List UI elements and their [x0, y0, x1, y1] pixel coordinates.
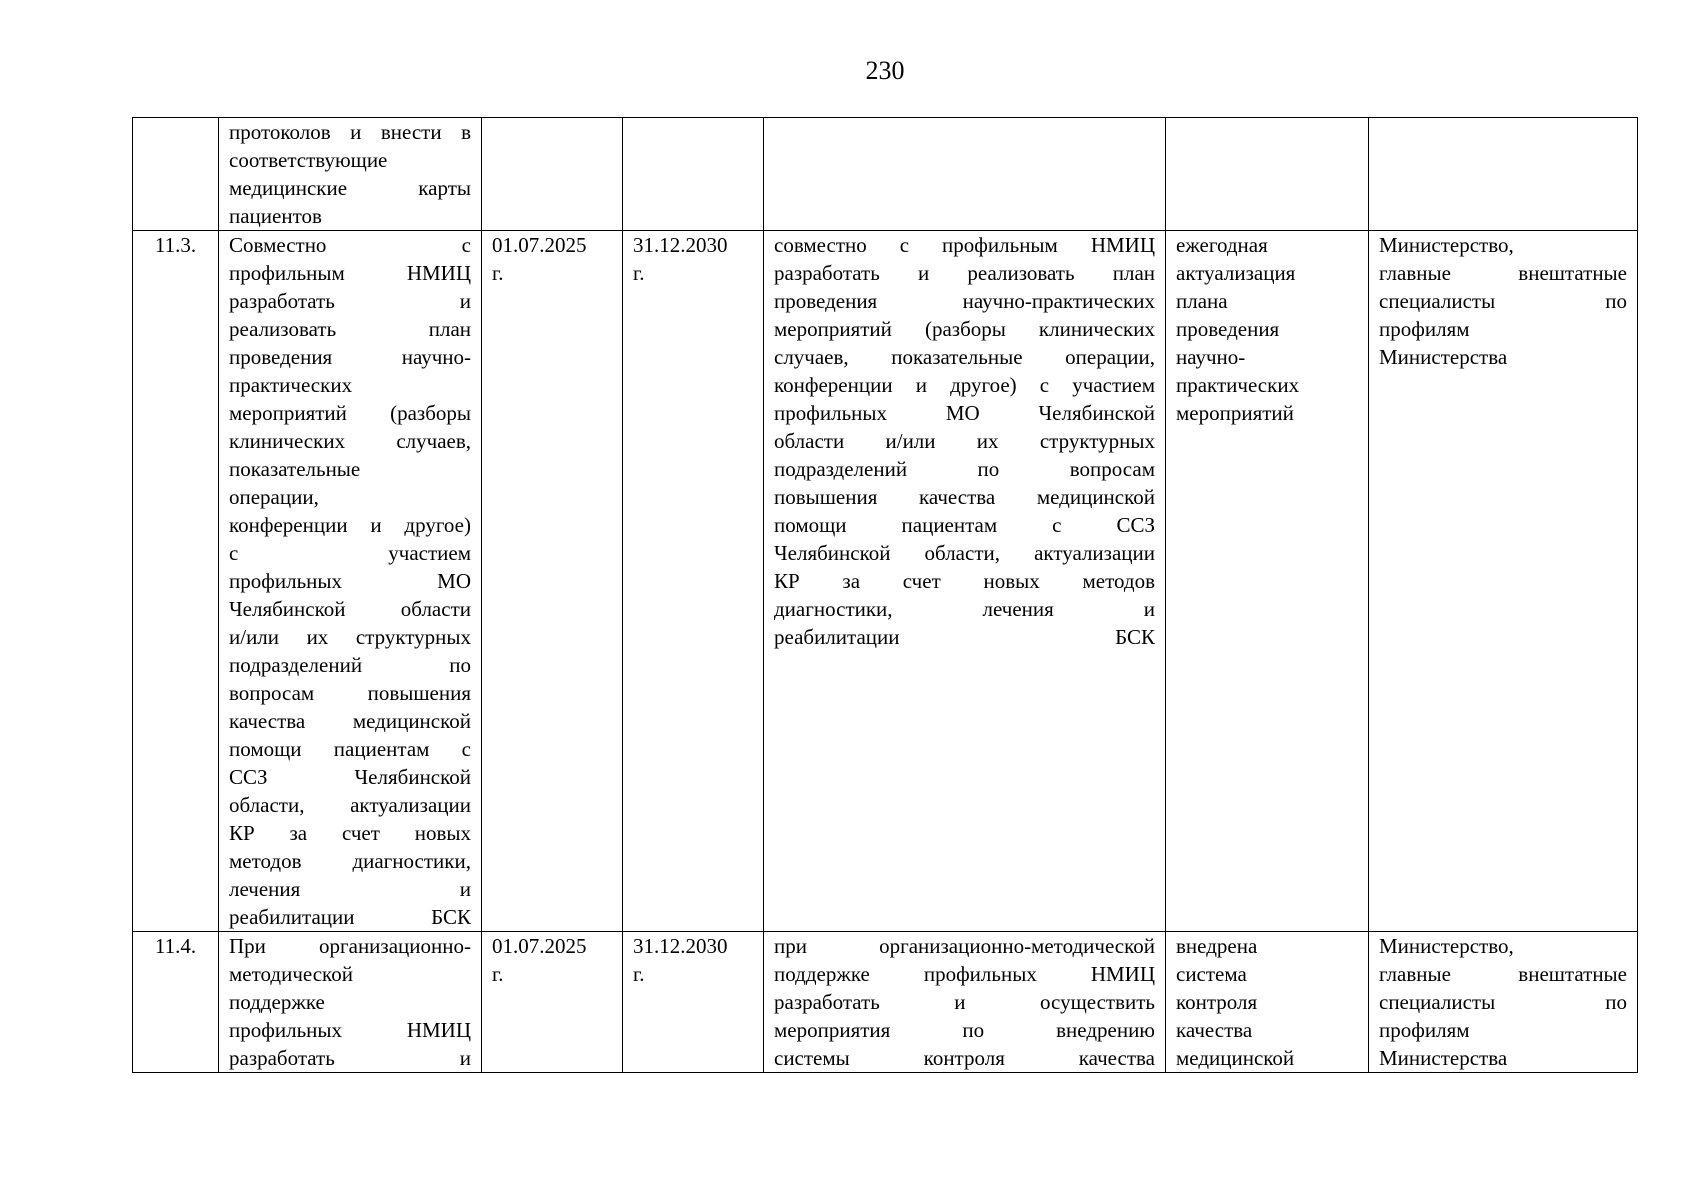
cell-text-line: Челябинской области, актуализации [774, 541, 1155, 565]
cell-text-line: с участием [229, 541, 471, 565]
cell-text-line: 31.12.2030 [633, 233, 728, 257]
cell-text-line: профильным НМИЦ [229, 261, 471, 285]
cell-text-line: пациентов [229, 204, 322, 228]
end-date-cell [623, 231, 764, 932]
event-cell [219, 118, 482, 231]
cell-text-line: при организационно-методической [774, 934, 1155, 958]
cell-text-line: профильных МО [229, 569, 471, 593]
cell-text-line: проведения научно- [229, 345, 471, 369]
cell-text-line: Министерства [1379, 1046, 1508, 1070]
cell-text-line: 31.12.2030 [633, 934, 728, 958]
cell-text-line: области, актуализации [229, 793, 471, 817]
cell-text-line: поддержке профильных НМИЦ [774, 962, 1155, 986]
cell-text-line: мероприятий (разборы клинических [774, 317, 1155, 341]
cell-text-line: разработать и осуществить [774, 990, 1155, 1014]
event-cell [219, 231, 482, 932]
cell-text-line: система [1176, 962, 1247, 986]
action-plan-table [132, 117, 1638, 1073]
cell-text-line: г. [492, 261, 504, 285]
cell-text-line: 01.07.2025 [492, 233, 587, 257]
start-date-cell [482, 118, 623, 231]
event-cell [219, 932, 482, 1073]
cell-text-line: операции, [229, 485, 319, 509]
cell-text-line: специалисты по [1379, 990, 1627, 1014]
cell-text-line: г. [492, 962, 504, 986]
cell-text-line: реабилитации БСК [774, 625, 1155, 649]
cell-text-line: и/или их структурных [229, 625, 471, 649]
cell-text-line: КР за счет новых [229, 821, 471, 845]
cell-text-line: г. [633, 962, 645, 986]
cell-text-line: Министерство, [1379, 233, 1514, 257]
cell-text-line: реализовать план [229, 317, 471, 341]
cell-text-line: актуализация [1176, 261, 1296, 285]
cell-text-line: клинических случаев, [229, 429, 471, 453]
cell-text-line: помощи пациентам с [229, 737, 471, 761]
responsible-cell [1369, 932, 1638, 1073]
cell-text-line: главные внештатные [1379, 261, 1627, 285]
cell-text-line: профилям [1379, 317, 1470, 341]
cell-text-line: системы контроля качества [774, 1046, 1155, 1070]
cell-text-line: медицинские карты [229, 176, 471, 200]
cell-text-line: показательные [229, 457, 361, 481]
cell-text-line: ССЗ Челябинской [229, 765, 471, 789]
cell-text-line: совместно с профильным НМИЦ [774, 233, 1155, 257]
cell-text-line: проведения [1176, 317, 1280, 341]
cell-text: 11.4. [154, 934, 197, 958]
description-cell [764, 231, 1166, 932]
cell-text-line: области и/или их структурных [774, 429, 1155, 453]
cell-text-line: мероприятий [1176, 401, 1294, 425]
cell-text-line: проведения научно-практических [774, 289, 1155, 313]
page-number: 230 [865, 56, 905, 85]
cell-text-line: помощи пациентам с ССЗ [774, 513, 1155, 537]
cell-text-line: методической [229, 962, 353, 986]
cell-text-line: ежегодная [1176, 233, 1268, 257]
cell-text-line: подразделений по вопросам [774, 457, 1155, 481]
cell-text-line: реабилитации БСК [229, 905, 471, 929]
description-cell [764, 118, 1166, 231]
cell-text-line: вопросам повышения [229, 681, 471, 705]
item-number-cell [133, 231, 219, 932]
cell-text-line: научно- [1176, 345, 1246, 369]
cell-text-line: Министерства [1379, 345, 1508, 369]
cell-text-line: КР за счет новых методов [774, 569, 1155, 593]
cell-text-line: г. [633, 261, 645, 285]
cell-text-line: профильных НМИЦ [229, 1018, 471, 1042]
item-number-cell [133, 932, 219, 1073]
cell-text-line: разработать и [229, 1046, 471, 1070]
cell-text-line: главные внештатные [1379, 962, 1627, 986]
cell-text-line: качества [1176, 1018, 1253, 1042]
cell-text-line: методов диагностики, [229, 849, 471, 873]
cell-text-line: протоколов и внести в [229, 120, 471, 144]
responsible-cell [1369, 231, 1638, 932]
cell-text-line: контроля [1176, 990, 1258, 1014]
cell-text-line: Челябинской области [229, 597, 471, 621]
cell-text: 11.3. [154, 233, 197, 257]
indicator-cell [1166, 118, 1369, 231]
cell-text-line: соответствующие [229, 148, 388, 172]
start-date-cell [482, 231, 623, 932]
cell-text-line: поддержке [229, 990, 325, 1014]
table-row [133, 932, 1638, 1073]
table-row [133, 231, 1638, 932]
cell-text-line: мероприятий (разборы [229, 401, 471, 425]
cell-text-line: случаев, показательные операции, [774, 345, 1155, 369]
cell-text-line: качества медицинской [229, 709, 471, 733]
cell-text-line: разработать и реализовать план [774, 261, 1155, 285]
cell-text-line: диагностики, лечения и [774, 597, 1155, 621]
end-date-cell [623, 932, 764, 1073]
cell-text-line: профильных МО Челябинской [774, 401, 1155, 425]
responsible-cell [1369, 118, 1638, 231]
indicator-cell [1166, 231, 1369, 932]
cell-text-line: профилям [1379, 1018, 1470, 1042]
cell-text-line: плана [1176, 289, 1228, 313]
cell-text-line: разработать и [229, 289, 471, 313]
cell-text-line: подразделений по [229, 653, 471, 677]
cell-text-line: практических [1176, 373, 1300, 397]
cell-text-line: повышения качества медицинской [774, 485, 1155, 509]
cell-text-line: лечения и [229, 877, 471, 901]
cell-text-line: мероприятия по внедрению [774, 1018, 1155, 1042]
cell-text-line: Министерство, [1379, 934, 1514, 958]
cell-text-line: внедрена [1176, 934, 1258, 958]
cell-text-line: специалисты по [1379, 289, 1627, 313]
description-cell [764, 932, 1166, 1073]
cell-text-line: медицинской [1176, 1046, 1295, 1070]
table-row [133, 118, 1638, 231]
cell-text-line: Совместно с [229, 233, 471, 257]
start-date-cell [482, 932, 623, 1073]
cell-text-line: При организационно- [229, 934, 471, 958]
cell-text-line: конференции и другое) с участием [774, 373, 1155, 397]
end-date-cell [623, 118, 764, 231]
cell-text-line: практических [229, 373, 353, 397]
cell-text-line: конференции и другое) [229, 513, 471, 537]
cell-text-line: 01.07.2025 [492, 934, 587, 958]
indicator-cell [1166, 932, 1369, 1073]
item-number-cell [133, 118, 219, 231]
